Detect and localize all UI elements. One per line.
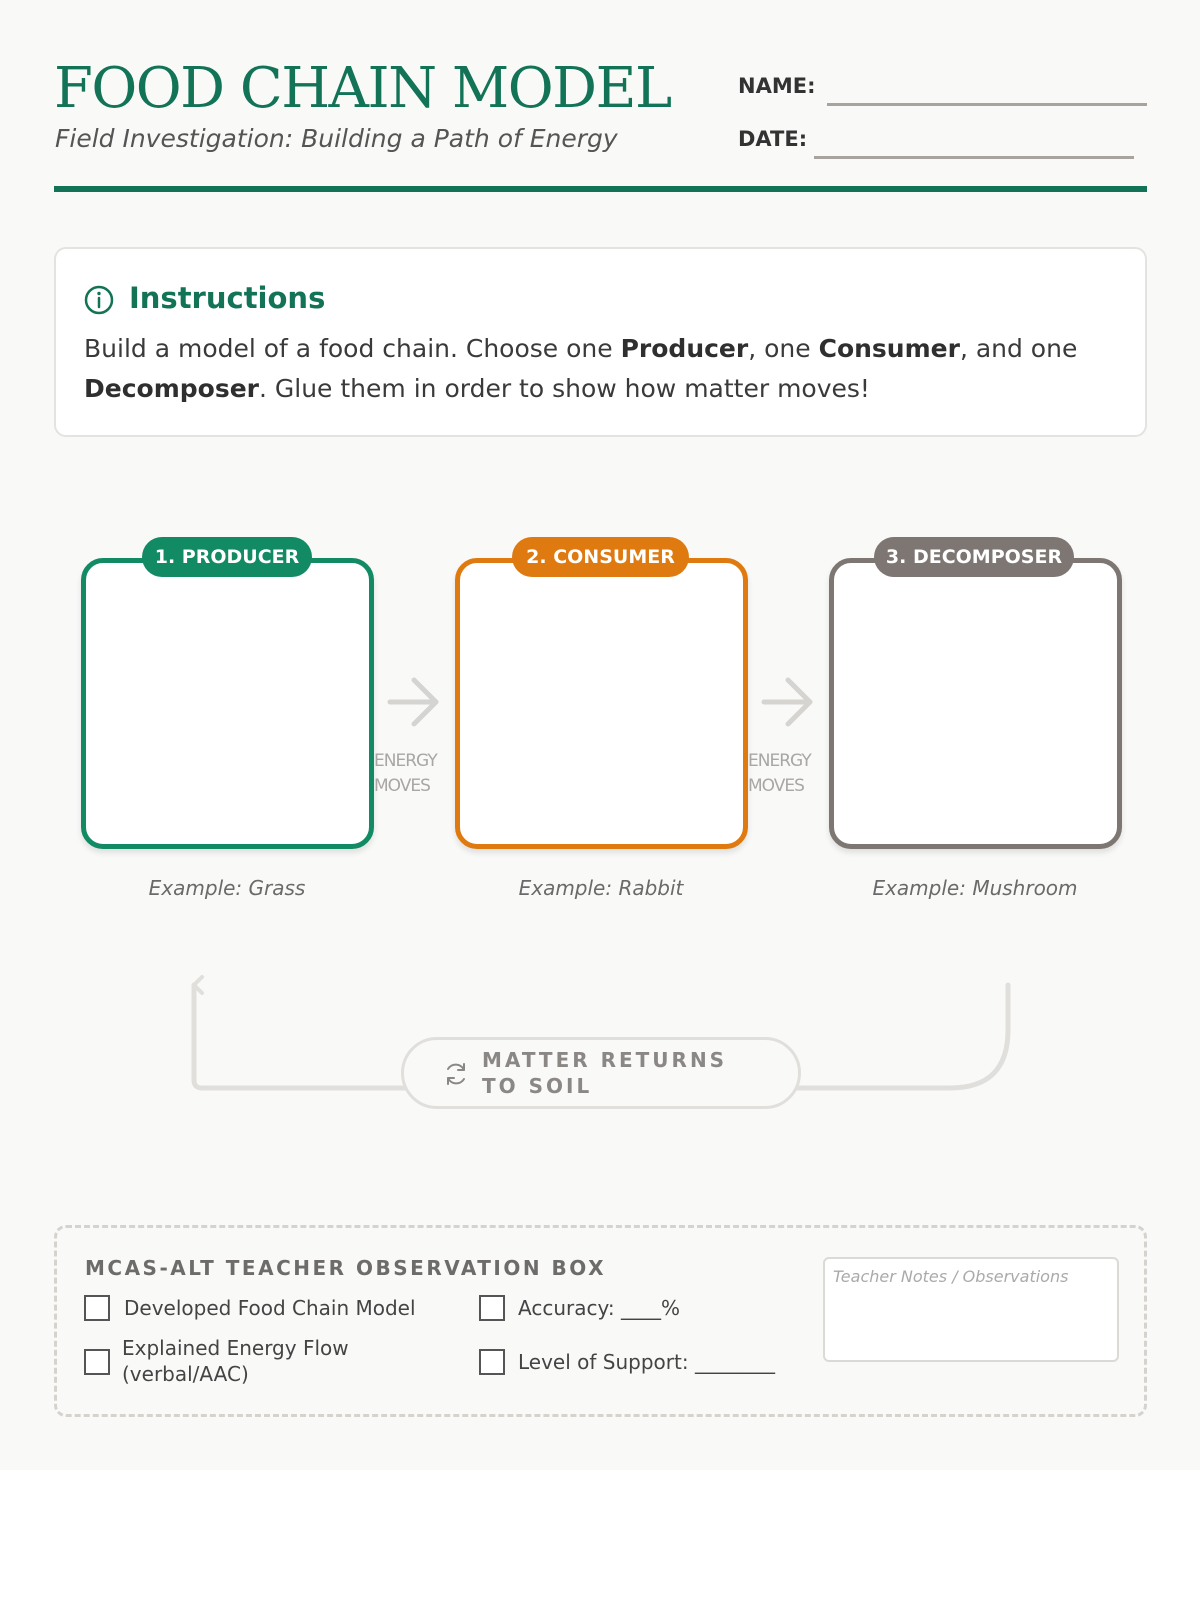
checkbox-label: Developed Food Chain Model [124,1296,416,1320]
checkbox-level-support[interactable] [479,1349,505,1375]
instructions-panel [54,247,1147,437]
checkbox-accuracy[interactable] [479,1295,505,1321]
producer-label: 1. PRODUCER [142,537,312,577]
header-divider [54,186,1147,192]
info-icon [84,285,114,315]
recycle-icon [443,1061,469,1087]
consumer-drop-box[interactable] [455,558,748,849]
name-field[interactable] [827,103,1147,106]
decomposer-example: Example: Mushroom [872,876,1078,900]
energy-moves-caption: ENERGY MOVES [748,751,811,796]
producer-term: Producer [620,334,749,363]
decomposer-label: 3. DECOMPOSER [874,537,1074,577]
observation-box [54,1225,1147,1417]
checkbox-label: Level of Support: ________ [518,1350,775,1374]
page-title: FOOD CHAIN MODEL [54,56,671,121]
page-subtitle: Field Investigation: Building a Path of Energy [55,124,618,153]
arrow-right-icon [758,672,818,732]
matter-returns-badge [401,1037,801,1109]
decomposer-term: Decomposer [84,374,259,403]
producer-drop-box[interactable] [81,558,374,849]
instructions-text: Build a model of a food chain. Choose one Producer, one Consumer, and one Decomposer. Glue them in order to show how matter moves! [84,334,1078,403]
date-label: DATE: [738,127,808,151]
name-label: NAME: [738,74,816,98]
arrow-right-icon [384,672,444,732]
checkbox-label: Explained Energy Flow (verbal/AAC) [122,1336,349,1386]
notes-placeholder: Teacher Notes / Observations [833,1267,1069,1286]
observation-title: MCAS-ALT TEACHER OBSERVATION BOX [85,1256,607,1280]
teacher-notes-field[interactable] [823,1257,1119,1362]
checkbox-developed-model[interactable] [84,1295,110,1321]
matter-returns-text: MATTER RETURNS TO SOIL [482,1048,728,1098]
decomposer-drop-box[interactable] [829,558,1122,849]
checkbox-explained-energy[interactable] [84,1349,110,1375]
date-field[interactable] [814,156,1134,159]
consumer-term: Consumer [818,334,960,363]
checkbox-label: Accuracy: ____% [518,1296,680,1320]
producer-example: Example: Grass [148,876,306,900]
instructions-title: Instructions [129,281,326,315]
energy-moves-caption: ENERGY MOVES [374,751,437,796]
consumer-label: 2. CONSUMER [512,537,689,577]
consumer-example: Example: Rabbit [518,876,684,900]
